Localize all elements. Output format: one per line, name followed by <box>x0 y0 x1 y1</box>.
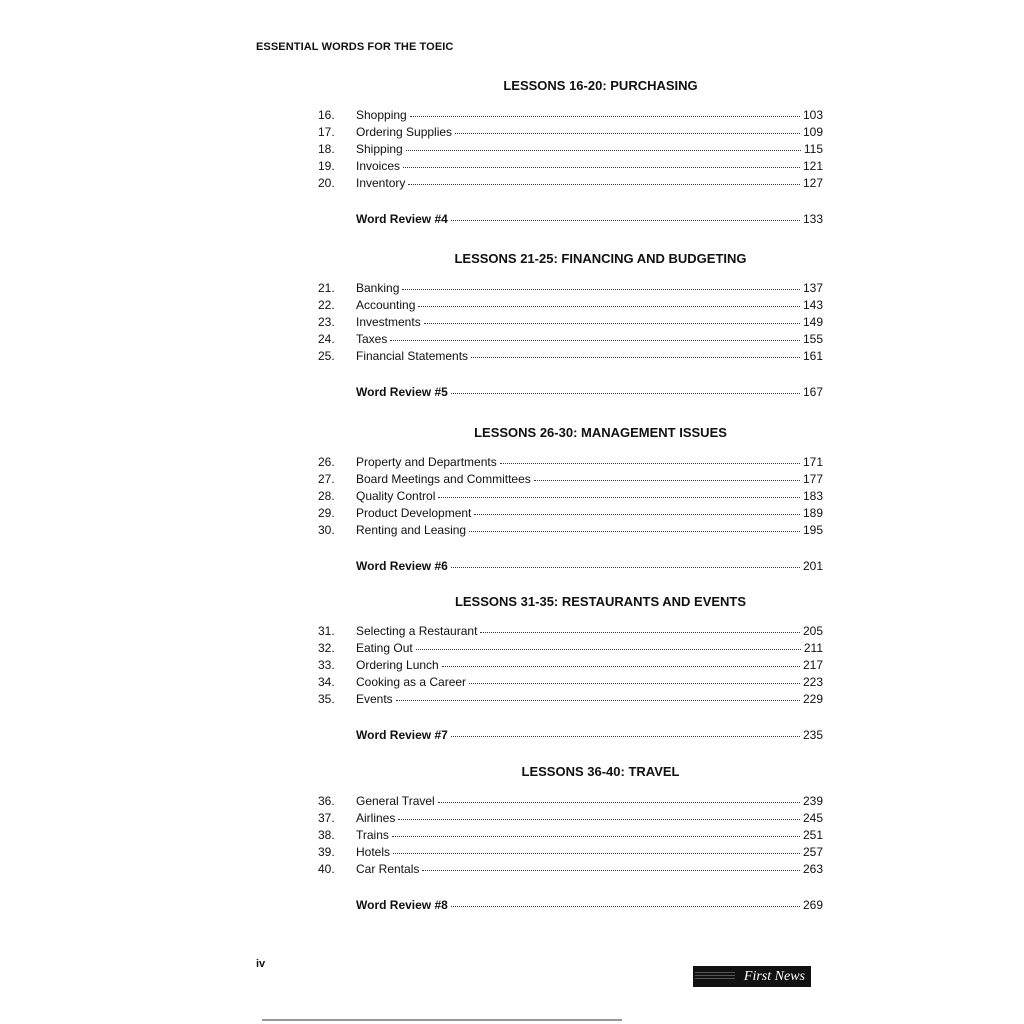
toc-entry <box>318 692 823 709</box>
dot-leader <box>408 175 800 185</box>
scan-edge-line <box>262 1019 622 1021</box>
dot-leader <box>438 793 800 803</box>
page-number: 263 <box>802 862 823 876</box>
toc-entry <box>318 641 823 658</box>
lesson-title: Invoices <box>356 159 401 173</box>
dot-leader <box>455 124 800 134</box>
review-title: Word Review #5 <box>356 385 448 399</box>
toc-section <box>318 249 823 402</box>
lesson-number: 25. <box>318 349 335 363</box>
dot-leader <box>451 727 800 737</box>
lesson-number: 21. <box>318 281 335 295</box>
dot-leader <box>474 505 800 515</box>
lesson-number: 24. <box>318 332 335 346</box>
toc-entry <box>318 828 823 845</box>
dot-leader <box>451 558 800 568</box>
dot-leader <box>500 454 800 464</box>
toc-entry <box>318 811 823 828</box>
lesson-title: Property and Departments <box>356 455 497 469</box>
page-number: 217 <box>802 658 823 672</box>
page-number: 109 <box>802 125 823 139</box>
page-number: 251 <box>802 828 823 842</box>
page-number: 161 <box>802 349 823 363</box>
dot-leader <box>451 384 800 394</box>
lesson-title: Ordering Lunch <box>356 658 439 672</box>
page-number: 133 <box>802 212 823 226</box>
lesson-title: Selecting a Restaurant <box>356 624 478 638</box>
dot-leader <box>471 348 800 358</box>
toc-section <box>318 423 823 576</box>
page-number: 155 <box>802 332 823 346</box>
section-title: LESSONS 36-40: TRAVEL <box>521 764 680 779</box>
dot-leader <box>418 297 800 307</box>
lesson-title: Taxes <box>356 332 388 346</box>
page-number: 167 <box>802 385 823 399</box>
page-number: 127 <box>802 176 823 190</box>
dot-leader <box>424 314 800 324</box>
dot-leader <box>416 640 801 650</box>
lesson-title: General Travel <box>356 794 435 808</box>
lesson-number: 26. <box>318 455 335 469</box>
section-title: LESSONS 21-25: FINANCING AND BUDGETING <box>454 251 747 266</box>
toc-entry <box>318 845 823 862</box>
page-number: 257 <box>802 845 823 859</box>
review-title: Word Review #6 <box>356 559 448 573</box>
section-title: LESSONS 26-30: MANAGEMENT ISSUES <box>474 425 727 440</box>
lesson-title: Shipping <box>356 142 403 156</box>
dot-leader <box>442 657 800 667</box>
lesson-title: Investments <box>356 315 421 329</box>
lesson-title: Hotels <box>356 845 391 859</box>
toc-entry <box>318 523 823 540</box>
logo-stripes <box>695 972 735 981</box>
lesson-title: Product Development <box>356 506 472 520</box>
page-number: 115 <box>803 142 823 156</box>
page-number: 149 <box>802 315 823 329</box>
page-number: 205 <box>802 624 823 638</box>
page-number: 189 <box>802 506 823 520</box>
page-number: 177 <box>802 472 823 486</box>
running-header: ESSENTIAL WORDS FOR THE TOEIC <box>256 41 454 53</box>
toc-entry <box>318 108 823 125</box>
page-number: 211 <box>803 641 823 655</box>
toc-entry <box>318 489 823 506</box>
word-review-entry <box>318 385 823 402</box>
dot-leader <box>392 827 800 837</box>
page-number: 183 <box>802 489 823 503</box>
dot-leader <box>398 810 800 820</box>
toc-entry <box>318 332 823 349</box>
lesson-number: 37. <box>318 811 335 825</box>
lesson-number: 28. <box>318 489 335 503</box>
toc-entry <box>318 506 823 523</box>
dot-leader <box>393 844 800 854</box>
dot-leader <box>480 623 800 633</box>
lesson-title: Events <box>356 692 393 706</box>
dot-leader <box>469 522 800 532</box>
page-number: 137 <box>802 281 823 295</box>
lesson-title: Car Rentals <box>356 862 420 876</box>
lesson-number: 16. <box>318 108 335 122</box>
toc-entry <box>318 675 823 692</box>
page-number: 239 <box>802 794 823 808</box>
lesson-title: Accounting <box>356 298 416 312</box>
page-number: 229 <box>802 692 823 706</box>
review-title: Word Review #8 <box>356 898 448 912</box>
lesson-number: 36. <box>318 794 335 808</box>
lesson-number: 29. <box>318 506 335 520</box>
lesson-number: 39. <box>318 845 335 859</box>
lesson-title: Trains <box>356 828 389 842</box>
word-review-entry <box>318 559 823 576</box>
lesson-number: 40. <box>318 862 335 876</box>
lesson-title: Ordering Supplies <box>356 125 453 139</box>
lesson-title: Eating Out <box>356 641 413 655</box>
dot-leader <box>451 897 800 907</box>
lesson-number: 18. <box>318 142 335 156</box>
page-number: 245 <box>802 811 823 825</box>
toc-entry <box>318 794 823 811</box>
lesson-number: 38. <box>318 828 335 842</box>
toc-entry <box>318 315 823 332</box>
dot-leader <box>403 158 800 168</box>
page-number: 143 <box>802 298 823 312</box>
lesson-title: Renting and Leasing <box>356 523 467 537</box>
lesson-number: 31. <box>318 624 335 638</box>
toc-entry <box>318 176 823 193</box>
lesson-title: Board Meetings and Committees <box>356 472 531 486</box>
dot-leader <box>410 107 800 117</box>
lesson-title: Inventory <box>356 176 406 190</box>
page-number: 201 <box>802 559 823 573</box>
dot-leader <box>406 141 801 151</box>
dot-leader <box>469 674 800 684</box>
dot-leader <box>402 280 800 290</box>
lesson-title: Airlines <box>356 811 396 825</box>
page-number: 223 <box>802 675 823 689</box>
lesson-title: Shopping <box>356 108 407 122</box>
dot-leader <box>390 331 800 341</box>
lesson-number: 17. <box>318 125 335 139</box>
toc-entry <box>318 472 823 489</box>
lesson-number: 23. <box>318 315 335 329</box>
review-title: Word Review #4 <box>356 212 448 226</box>
page-number: 235 <box>802 728 823 742</box>
toc-entry <box>318 349 823 366</box>
section-title: LESSONS 31-35: RESTAURANTS AND EVENTS <box>454 594 747 609</box>
lesson-title: Financial Statements <box>356 349 469 363</box>
lesson-number: 19. <box>318 159 335 173</box>
folio-page-number: iv <box>256 958 266 970</box>
lesson-number: 22. <box>318 298 335 312</box>
toc-entry <box>318 125 823 142</box>
lesson-title: Banking <box>356 281 400 295</box>
page-number: 121 <box>802 159 823 173</box>
page-number: 269 <box>802 898 823 912</box>
publisher-logo-text: First News <box>743 969 805 984</box>
dot-leader <box>438 488 800 498</box>
lesson-number: 20. <box>318 176 335 190</box>
toc-entry <box>318 142 823 159</box>
lesson-title: Quality Control <box>356 489 436 503</box>
page-number: 195 <box>802 523 823 537</box>
lesson-title: Cooking as a Career <box>356 675 467 689</box>
toc-entry <box>318 298 823 315</box>
toc-entry <box>318 159 823 176</box>
toc-entry <box>318 624 823 641</box>
lesson-number: 30. <box>318 523 335 537</box>
toc-section <box>318 76 823 229</box>
review-title: Word Review #7 <box>356 728 448 742</box>
lesson-number: 35. <box>318 692 335 706</box>
toc-entry <box>318 281 823 298</box>
dot-leader <box>534 471 800 481</box>
toc-section <box>318 592 823 745</box>
toc-entry <box>318 862 823 879</box>
toc-section <box>318 762 823 915</box>
publisher-logo <box>693 966 811 987</box>
word-review-entry <box>318 212 823 229</box>
lesson-number: 34. <box>318 675 335 689</box>
lesson-number: 27. <box>318 472 335 486</box>
page-number: 103 <box>802 108 823 122</box>
page-number: 171 <box>802 455 823 469</box>
lesson-number: 32. <box>318 641 335 655</box>
section-title: LESSONS 16-20: PURCHASING <box>503 78 698 93</box>
dot-leader <box>451 211 800 221</box>
toc-entry <box>318 658 823 675</box>
word-review-entry <box>318 898 823 915</box>
dot-leader <box>422 861 800 871</box>
word-review-entry <box>318 728 823 745</box>
toc-entry <box>318 455 823 472</box>
lesson-number: 33. <box>318 658 335 672</box>
dot-leader <box>396 691 800 701</box>
